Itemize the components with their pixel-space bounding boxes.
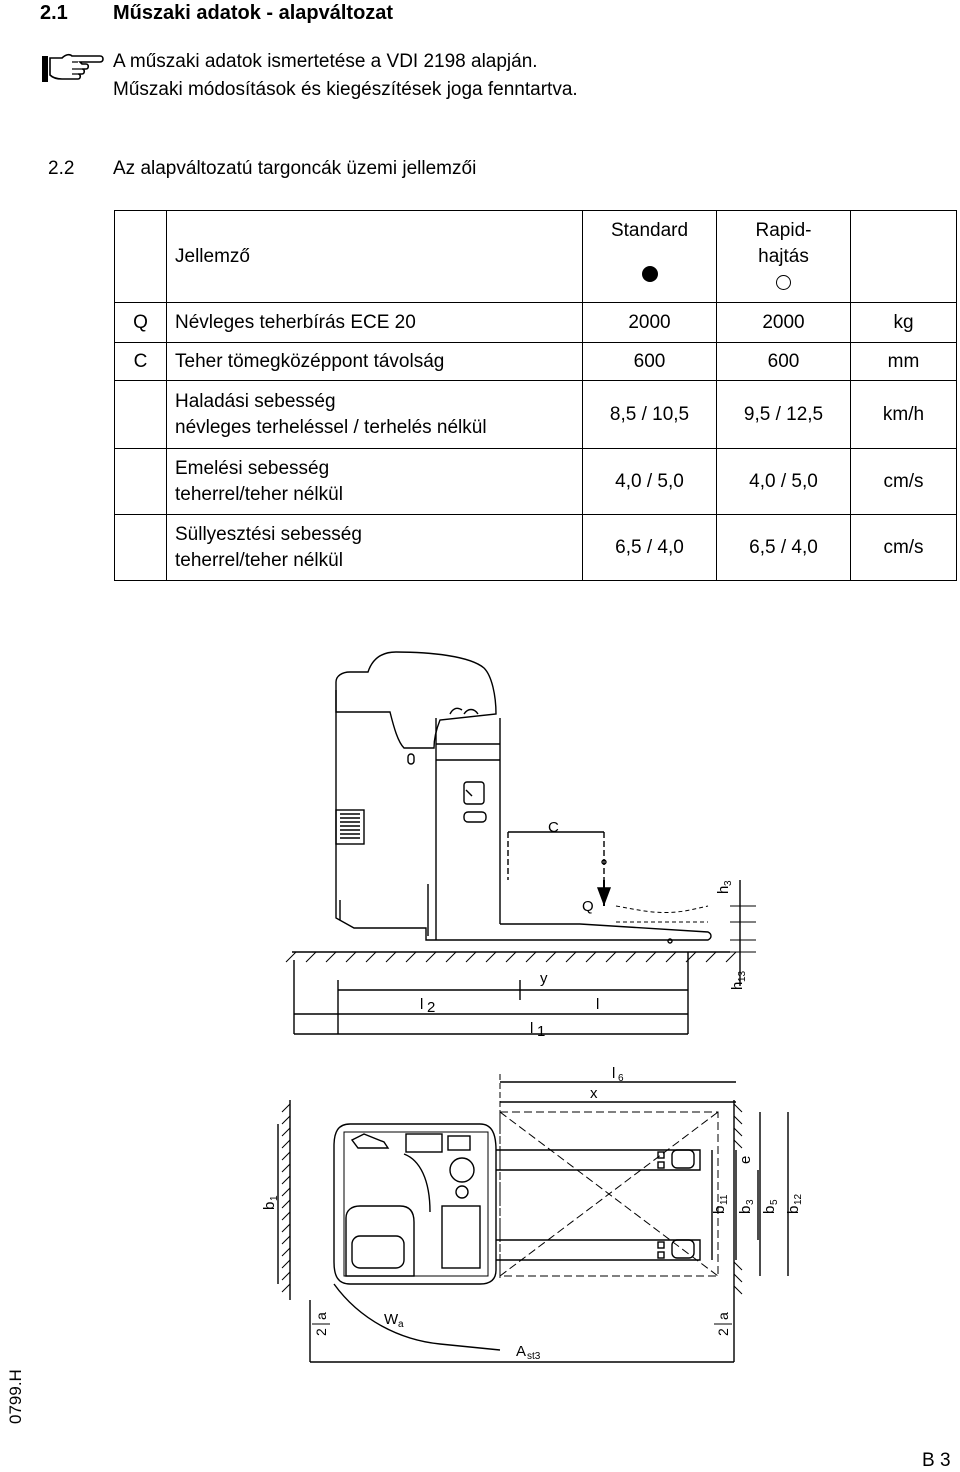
label-h13: h <box>729 981 746 990</box>
row-label <box>167 381 583 449</box>
label-b11-sub: 11 <box>719 1194 730 1205</box>
row-symbol: C <box>115 343 167 381</box>
header-feature: Jellemző <box>167 211 583 303</box>
label-h13-sub: 13 <box>737 970 748 982</box>
label-b12: b <box>785 1205 802 1214</box>
label-y: y <box>540 970 548 987</box>
pointing-hand-icon <box>42 50 106 86</box>
label-a-half-den: 2 <box>313 1328 329 1336</box>
note-line-2: Műszaki módosítások és kiegészítések joga fenntartva. <box>113 79 578 100</box>
row-rapid-value: 4,0 / 5,0 <box>717 449 851 515</box>
label-ast3: A <box>516 1343 527 1360</box>
row-standard-value: 600 <box>583 343 717 381</box>
label-a-half-num: a <box>313 1312 329 1320</box>
label-l: l <box>596 996 600 1013</box>
row-label <box>167 515 583 581</box>
row-unit: kg <box>851 303 957 343</box>
filled-circle-icon <box>642 266 658 282</box>
row-rapid-value: 2000 <box>717 303 851 343</box>
section-number-2-1: 2.1 <box>40 2 68 24</box>
table-row <box>115 381 957 449</box>
section-number-2-2: 2.2 <box>48 158 75 179</box>
header-rapid <box>717 211 851 303</box>
label-b11: b <box>711 1205 728 1214</box>
row-rapid-value: 9,5 / 12,5 <box>717 381 851 449</box>
label-x: x <box>590 1085 598 1102</box>
label-l2: l <box>420 996 424 1013</box>
row-standard-value: 8,5 / 10,5 <box>583 381 717 449</box>
row-label-line1: Haladási sebesség <box>175 390 336 412</box>
doc-code: 0799.H <box>6 1369 25 1424</box>
label-b3-sub: 3 <box>745 1199 756 1205</box>
label-ast3-sub: st3 <box>527 1351 541 1362</box>
label-l1: l <box>530 1020 534 1037</box>
row-standard-value: 4,0 / 5,0 <box>583 449 717 515</box>
spec-table <box>114 210 957 581</box>
row-label-line1: Emelési sebesség <box>175 457 330 479</box>
row-symbol <box>115 381 167 449</box>
label-b1-sub: 1 <box>269 1195 280 1201</box>
row-label-line2: névleges terheléssel / terhelés nélkül <box>175 416 487 438</box>
label-h3-sub: 3 <box>723 880 734 886</box>
note-line-1: A műszaki adatok ismertetése a VDI 2198 alapján. <box>113 51 538 72</box>
table-row <box>115 449 957 515</box>
table-row <box>115 343 957 381</box>
label-b3: b <box>737 1205 754 1214</box>
label-wa-sub: a <box>398 1319 404 1330</box>
label-q: Q <box>582 898 594 915</box>
empty-circle-icon <box>776 275 791 290</box>
row-rapid-value: 600 <box>717 343 851 381</box>
row-unit: cm/s <box>851 515 957 581</box>
label-b5: b <box>761 1205 778 1214</box>
label-l1-sub: 1 <box>537 1023 546 1040</box>
row-standard-value: 6,5 / 4,0 <box>583 515 717 581</box>
label-a-half-den-right: 2 <box>715 1328 731 1336</box>
label-c: C <box>548 819 559 836</box>
row-label-line1: Süllyesztési sebesség <box>175 523 362 545</box>
row-unit: mm <box>851 343 957 381</box>
row-symbol: Q <box>115 303 167 343</box>
label-a-half-num-right: a <box>715 1312 731 1320</box>
row-symbol <box>115 515 167 581</box>
header-standard-label: Standard <box>610 219 689 241</box>
label-h3: h <box>715 885 732 894</box>
header-rapid-line1: Rapid- <box>755 219 812 241</box>
section-title-2-2: Az alapváltozatú targoncák üzemi jellemzői <box>113 158 477 179</box>
header-standard <box>583 211 717 303</box>
row-label <box>167 449 583 515</box>
label-b1: b <box>261 1201 278 1210</box>
table-row <box>115 303 957 343</box>
section-title-2-1: Műszaki adatok - alapváltozat <box>113 2 394 24</box>
side-view-drawing <box>0 640 960 1060</box>
label-b5-sub: 5 <box>769 1199 780 1205</box>
row-label: Névleges teherbírás ECE 20 <box>167 303 583 343</box>
table-header-row <box>115 211 957 303</box>
label-l6-sub: 6 <box>618 1073 624 1084</box>
label-l6: l <box>612 1065 616 1082</box>
page-number: B 3 <box>922 1450 951 1471</box>
label-b12-sub: 12 <box>793 1193 804 1205</box>
label-e: e <box>737 1155 754 1164</box>
row-label: Teher tömegközéppont távolság <box>167 343 583 381</box>
row-label-line2: teherrel/teher nélkül <box>175 483 343 505</box>
label-l2-sub: 2 <box>427 999 436 1016</box>
row-unit: km/h <box>851 381 957 449</box>
header-rapid-line2: hajtás <box>758 245 809 267</box>
row-label-line2: teherrel/teher nélkül <box>175 549 343 571</box>
row-standard-value: 2000 <box>583 303 717 343</box>
row-unit: cm/s <box>851 449 957 515</box>
table-row <box>115 515 957 581</box>
label-wa: W <box>384 1311 399 1328</box>
top-view-drawing <box>0 1060 960 1380</box>
row-rapid-value: 6,5 / 4,0 <box>717 515 851 581</box>
row-symbol <box>115 449 167 515</box>
